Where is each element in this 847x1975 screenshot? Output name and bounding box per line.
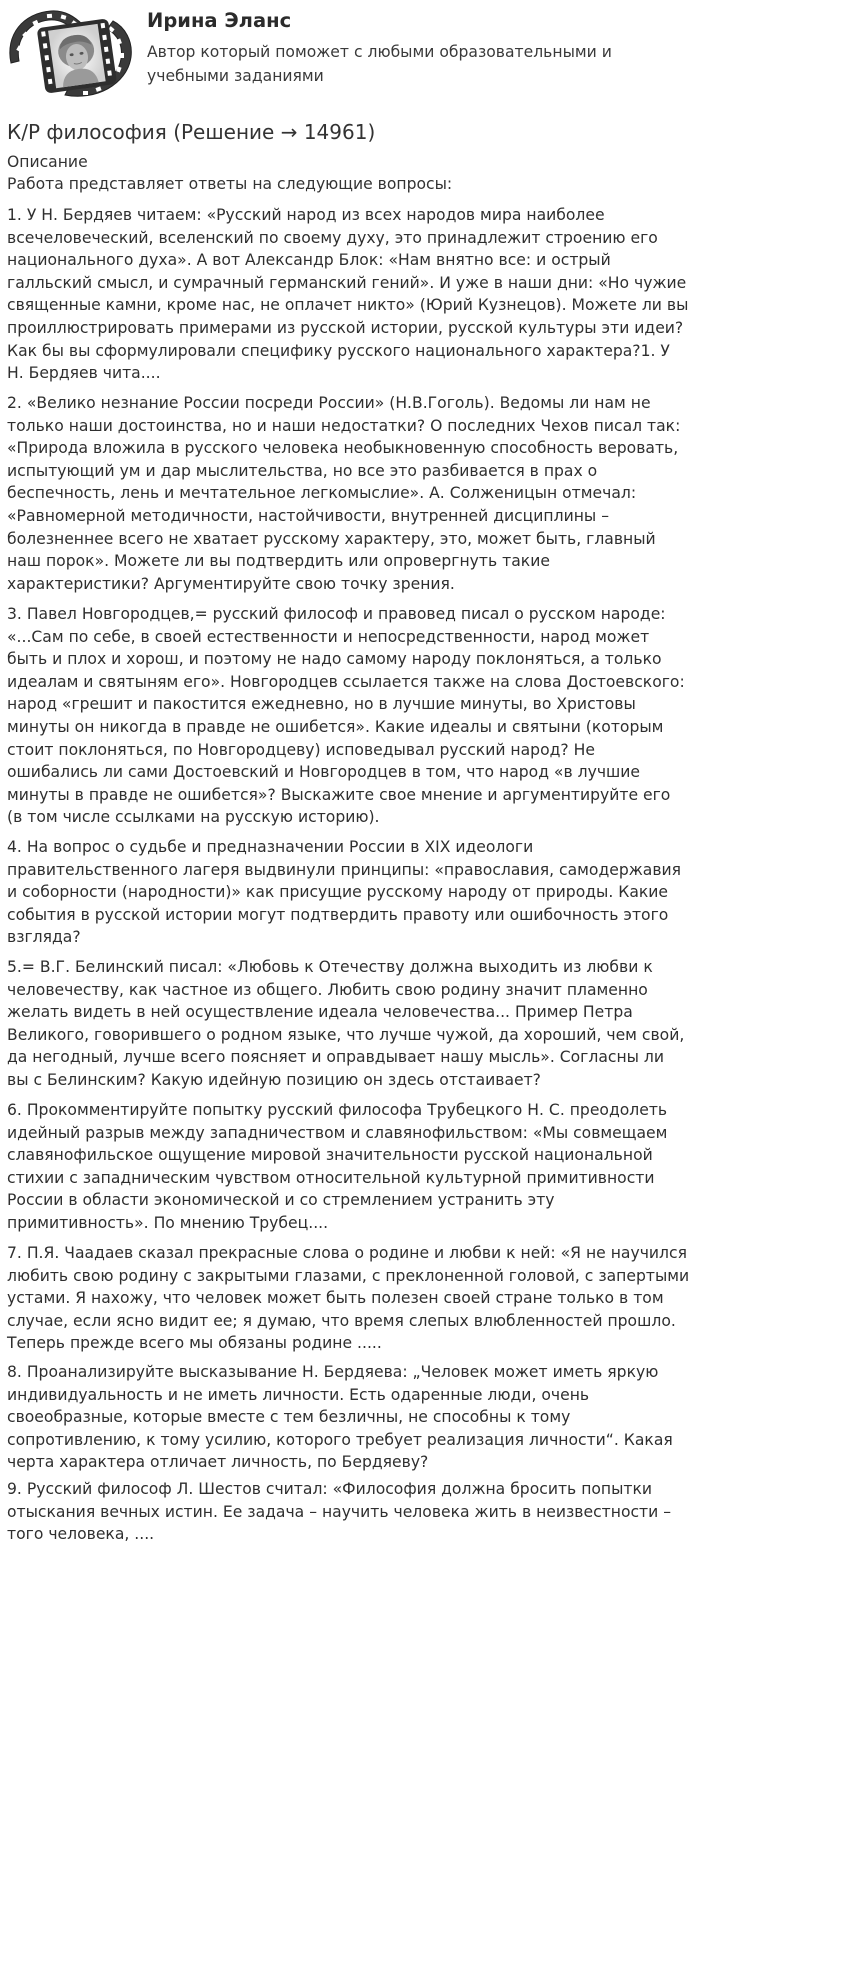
question-line: взгляда?: [7, 928, 81, 947]
question-line: и соборности (народности)» как присущие русскому народу от природы. Какие: [7, 883, 669, 902]
question-line: вы с Белинским? Какую идейную позицию он здесь отстаивает?: [7, 1070, 541, 1089]
question-item: [7, 204, 688, 385]
question-line: 8. Проанализируйте высказывание Н. Бердяева: „Человек может иметь яркую: [7, 1363, 659, 1381]
question-line: 4. На вопрос о судьбе и предназначении России в XIX идеологи: [7, 838, 534, 856]
question-line: да негодный, лучше всего поясняет и оправдывает нашу мысль». Согласны ли: [7, 1048, 665, 1067]
question-line: идеалам и святыням его». Новгородцев ссылается также на слова Достоевского:: [7, 672, 685, 691]
question-item: [7, 1478, 671, 1546]
question-line: случае, если ясно видит ее; я думаю, что время слепых влюбленностей прошло.: [7, 1311, 676, 1330]
question-line: быть и плох и хорош, и поэтому не надо самому народу поклоняться, а только: [7, 650, 662, 669]
question-line: Как бы вы сформулировали специфику русского национального характера?1. У: [7, 341, 670, 360]
question-line: Н. Бердяев чита....: [7, 364, 161, 383]
question-line: национального духа». А вот Александр Блок: «Нам внятно все: и острый: [7, 251, 611, 270]
author-description: Автор который поможет с любыми образовательными и учебными заданиями: [147, 43, 612, 85]
question-line: беспечность, лень и мечтательное легкомыслие». А. Солженицын отмечал:: [7, 484, 637, 503]
question-line: события в русской истории могут подтвердить правоту или ошибочность этого: [7, 905, 669, 924]
question-line: 9. Русский философ Л. Шестов считал: «Философия должна бросить попытки: [7, 1480, 653, 1498]
question-line: человечеству, как частное из общего. Любить свою родину значит пламенно: [7, 980, 648, 999]
question-line: стоит поклоняться, по Новгородцеву) исповедывал русский народ? Не: [7, 740, 595, 759]
question-line: 6. Прокомментируйте попытку русский философа Трубецкого Н. С. преодолеть: [7, 1101, 668, 1119]
question-line: Великого, говорившего о родном языке, что лучше чужой, да хороший, чем свой,: [7, 1025, 685, 1044]
question-line: только наши достоинства, но и наши недостатки? О последних Чехов писал так:: [7, 416, 681, 435]
question-line: проиллюстрировать примерами из русской истории, русской культуры эти идеи?: [7, 318, 684, 337]
question-line: «...Сам по себе, в своей естественности и непосредственности, народ может: [7, 627, 650, 646]
question-item: [7, 1361, 673, 1474]
question-item: [7, 603, 685, 829]
question-item: [7, 392, 680, 595]
question-line: стихии с западническим чувством относительной культурной примитивности: [7, 1168, 655, 1187]
question-line: индивидуальность и не иметь личности. Есть одаренные люди, очень: [7, 1385, 590, 1404]
question-line: желать видеть в ней осуществление идеала человечества... Пример Петра: [7, 1003, 633, 1022]
question-line: 3. Павел Новгородцев,= русский философ и правовед писал о русском народе:: [7, 605, 666, 623]
question-line: галльский смысл, и сумрачный германский гений». И уже в наши дни: «Но чужие: [7, 273, 687, 292]
question-line: 7. П.Я. Чаадаев сказал прекрасные слова о родине и любви к ней: «Я не научился: [7, 1244, 687, 1262]
question-line: характеристики? Аргументируйте свою точку зрения.: [7, 574, 455, 593]
question-item: [7, 836, 681, 949]
page-title: К/Р философия (Решение → 14961): [7, 120, 376, 144]
question-line: всечеловеческий, вселенский по своему духу, это принадлежит строению его: [7, 228, 658, 247]
question-line: священные камни, кроме нас, не оплачет никто» (Юрий Кузнецов). Можете ли вы: [7, 296, 689, 315]
question-line: минуты в правде не ошибется»? Выскажите свое мнение и аргументируйте его: [7, 785, 671, 804]
question-line: народ «грешит и пакостится ежедневно, но в лучшие минуты, во Христовы: [7, 695, 636, 714]
question-line: правительственного лагеря выдвинули принципы: «православия, самодержавия: [7, 860, 682, 879]
question-line: того человека, ....: [7, 1525, 155, 1544]
question-line: примитивность». По мнению Трубец....: [7, 1213, 329, 1232]
author-name[interactable]: Ирина Эланс: [147, 9, 292, 32]
question-item: [7, 956, 684, 1092]
question-line: устами. Я нахожу, что человек может быть полезен своей стране только в том: [7, 1289, 664, 1308]
question-line: черта характера отличает личность, по Бердяеву?: [7, 1453, 429, 1472]
question-line: минуты он никогда в правде не ошибется». Какие идеалы и святыни (которым: [7, 717, 664, 736]
question-line: 5.= В.Г. Белинский писал: «Любовь к Отечеству должна выходить из любви к: [7, 958, 653, 976]
question-line: своеобразные, которые вместе с тем безличны, не способны к тому: [7, 1408, 571, 1427]
question-line: «Равномерной методичности, настойчивости, внутренней дисциплины –: [7, 506, 609, 525]
description-label: Описание: [7, 153, 88, 171]
author-card: [0, 0, 847, 110]
question-line: испытующий ум и дар мыслительства, но все это разбивается в прах о: [7, 461, 598, 480]
question-line: «Природа вложила в русского человека необыкновенную способность веровать,: [7, 439, 679, 458]
film-strip-avatar-icon[interactable]: [5, 5, 137, 105]
question-line: славянофильское ощущение мировой значительности русской национальной: [7, 1146, 653, 1165]
question-line: идейный разрыв между западничеством и славянофильством: «Мы совмещаем: [7, 1123, 668, 1142]
question-line: ошибались ли сами Достоевский и Новгородцев в том, что народ «в лучшие: [7, 763, 641, 782]
question-line: Теперь прежде всего мы обязаны родине .....: [7, 1334, 382, 1353]
question-line: любить свою родину с закрытыми глазами, с преклоненной головой, с запертыми: [7, 1266, 690, 1285]
description-intro: Работа представляет ответы на следующие вопросы:: [7, 175, 453, 193]
question-line: наш порок». Можете ли вы подтвердить или опровергнуть такие: [7, 552, 550, 571]
question-line: России в области экономической и со стремлением устранить эту: [7, 1191, 555, 1210]
question-line: 1. У Н. Бердяев читаем: «Русский народ из всех народов мира наиболее: [7, 206, 605, 224]
question-line: (в том числе ссылками на русскую историю).: [7, 808, 380, 827]
question-item: [7, 1099, 667, 1235]
question-line: сопротивлению, к тому усилию, которого требует реализация личности“. Какая: [7, 1430, 673, 1449]
question-item: [7, 1242, 689, 1355]
question-line: 2. «Велико незнание России посреди России» (Н.В.Гоголь). Ведомы ли нам не: [7, 394, 651, 412]
question-line: болезненнее всего не хватает русскому характеру, это, может быть, главный: [7, 529, 656, 548]
question-line: отыскания вечных истин. Ее задача – научить человека жить в неизвестности –: [7, 1502, 672, 1521]
